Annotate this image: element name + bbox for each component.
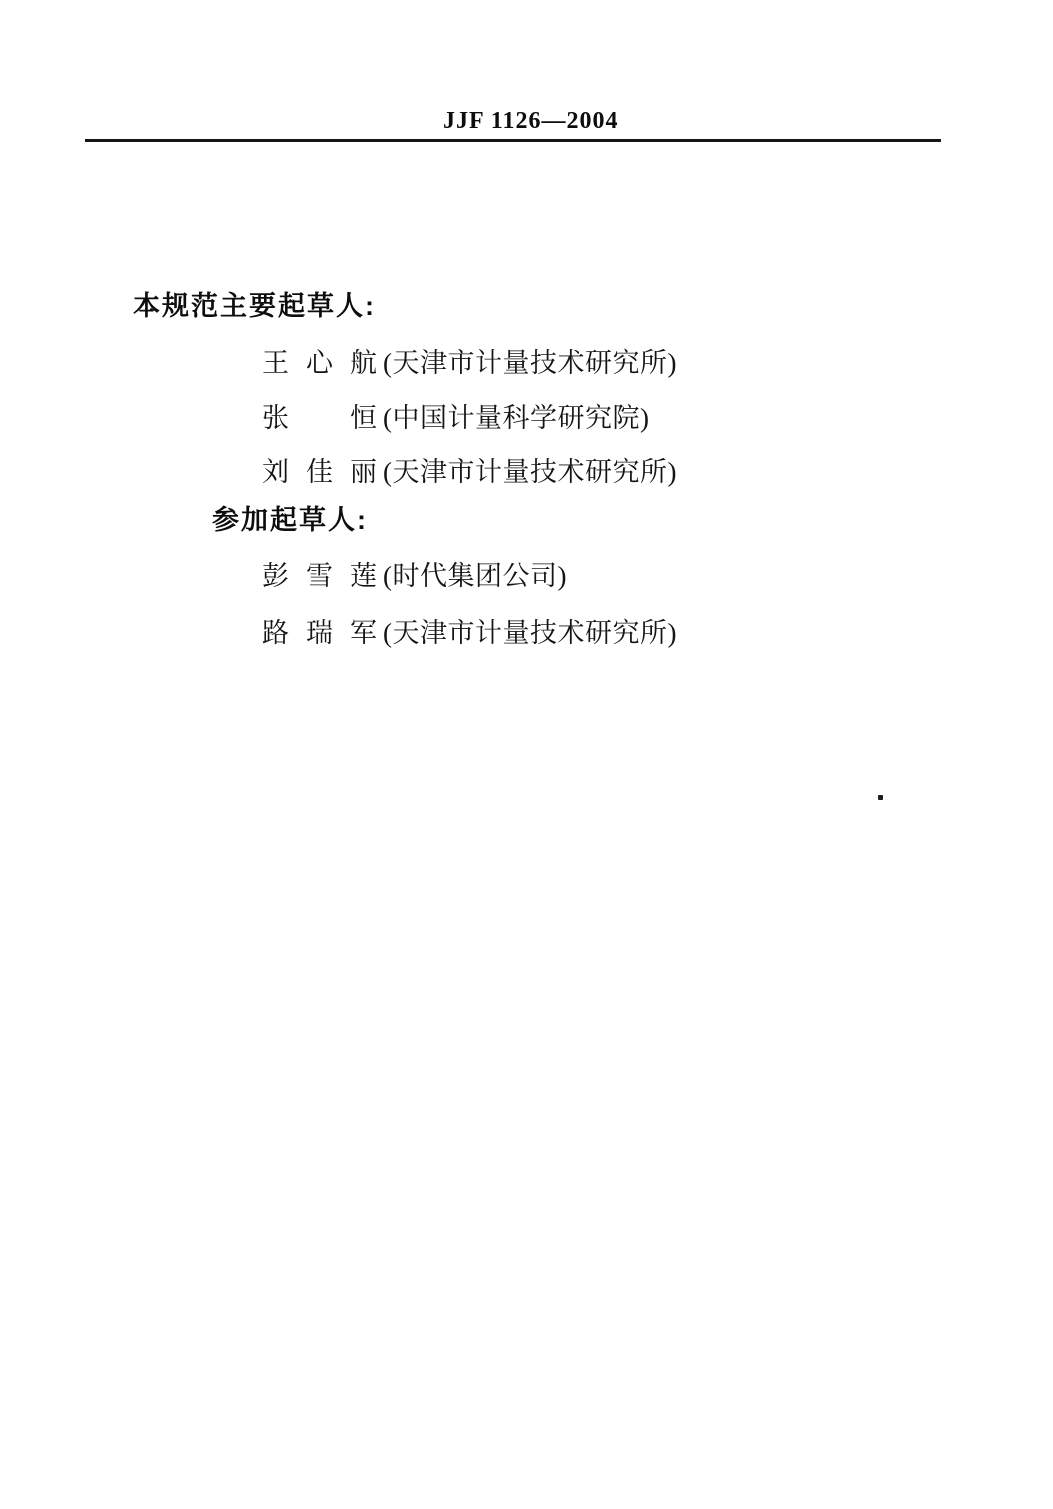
drafter-name: 张恒 — [262, 403, 377, 433]
drafter-row — [262, 458, 677, 488]
drafter-affiliation: (中国计量科学研究院) — [383, 403, 650, 433]
drafter-affiliation: (时代集团公司) — [383, 561, 567, 591]
drafter-affiliation: (天津市计量技术研究所) — [383, 618, 677, 648]
drafter-affiliation: (天津市计量技术研究所) — [383, 348, 677, 378]
drafter-affiliation: (天津市计量技术研究所) — [383, 457, 677, 487]
drafter-name: 彭雪莲 — [262, 561, 377, 591]
drafter-name: 王心航 — [262, 348, 377, 378]
drafter-row — [262, 619, 677, 649]
drafter-name: 路瑞军 — [262, 618, 377, 648]
header-rule — [85, 139, 941, 142]
drafter-row — [262, 562, 567, 592]
section-heading-participating-drafters: 参加起草人: — [212, 505, 368, 535]
ink-speck — [878, 795, 883, 800]
drafter-name: 刘佳丽 — [262, 457, 377, 487]
section-heading-main-drafters: 本规范主要起草人: — [133, 291, 376, 321]
drafter-row — [262, 349, 677, 379]
drafter-row — [262, 404, 649, 434]
document-number: JJF 1126—2004 — [443, 108, 619, 134]
